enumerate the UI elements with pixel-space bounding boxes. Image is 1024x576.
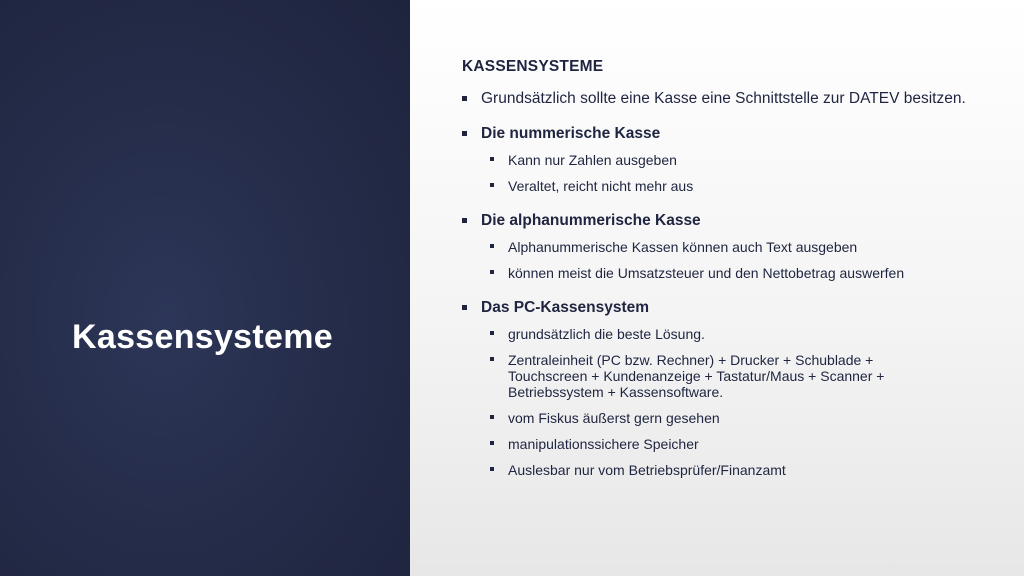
title-panel: [0, 0, 410, 576]
sub-bullet-item: Auslesbar nur vom Betriebsprüfer/Finanzamt: [462, 462, 992, 478]
square-bullet-icon: [490, 244, 494, 248]
bullet-content: [462, 58, 992, 478]
square-bullet-icon: [490, 357, 494, 361]
sub-bullet-item: Alphanummerische Kassen können auch Text ausgeben: [462, 239, 992, 255]
square-bullet-icon: [462, 218, 467, 223]
sub-bullet-item: Veraltet, reicht nicht mehr aus: [462, 178, 992, 194]
intro-text: Grundsätzlich sollte eine Kasse eine Schnittstelle zur DATEV besitzen.: [481, 90, 966, 107]
content-heading: KASSENSYSTEME: [462, 58, 604, 75]
square-bullet-icon: [490, 157, 494, 161]
section-title-alphanumeric: Die alphanummerische Kasse: [462, 212, 992, 229]
content-panel: [410, 0, 1024, 576]
square-bullet-icon: [490, 467, 494, 471]
section-title-numeric: Die nummerische Kasse: [462, 125, 992, 142]
square-bullet-icon: [462, 305, 467, 310]
square-bullet-icon: [490, 441, 494, 445]
sub-bullet-item: vom Fiskus äußerst gern gesehen: [462, 410, 992, 426]
sub-bullet-item: können meist die Umsatzsteuer und den Nettobetrag auswerfen: [462, 265, 992, 281]
square-bullet-icon: [462, 96, 467, 101]
slide-title: Kassensysteme: [72, 318, 333, 356]
section-title-pc: Das PC-Kassensystem: [462, 299, 992, 316]
sub-bullet-item: manipulationssichere Speicher: [462, 436, 992, 452]
sub-bullet-item: grundsätzlich die beste Lösung.: [462, 326, 992, 342]
square-bullet-icon: [490, 270, 494, 274]
bullet-item: [462, 90, 992, 107]
sub-bullet-item: Kann nur Zahlen ausgeben: [462, 152, 992, 168]
square-bullet-icon: [490, 331, 494, 335]
sub-bullet-item: Zentraleinheit (PC bzw. Rechner) + Drucker + Schublade + Touchscreen + Kundenanzeige + Tastatur/Maus + Scanner + Betriebssystem + Kassensoftware.: [462, 352, 992, 400]
square-bullet-icon: [490, 415, 494, 419]
square-bullet-icon: [490, 183, 494, 187]
square-bullet-icon: [462, 131, 467, 136]
